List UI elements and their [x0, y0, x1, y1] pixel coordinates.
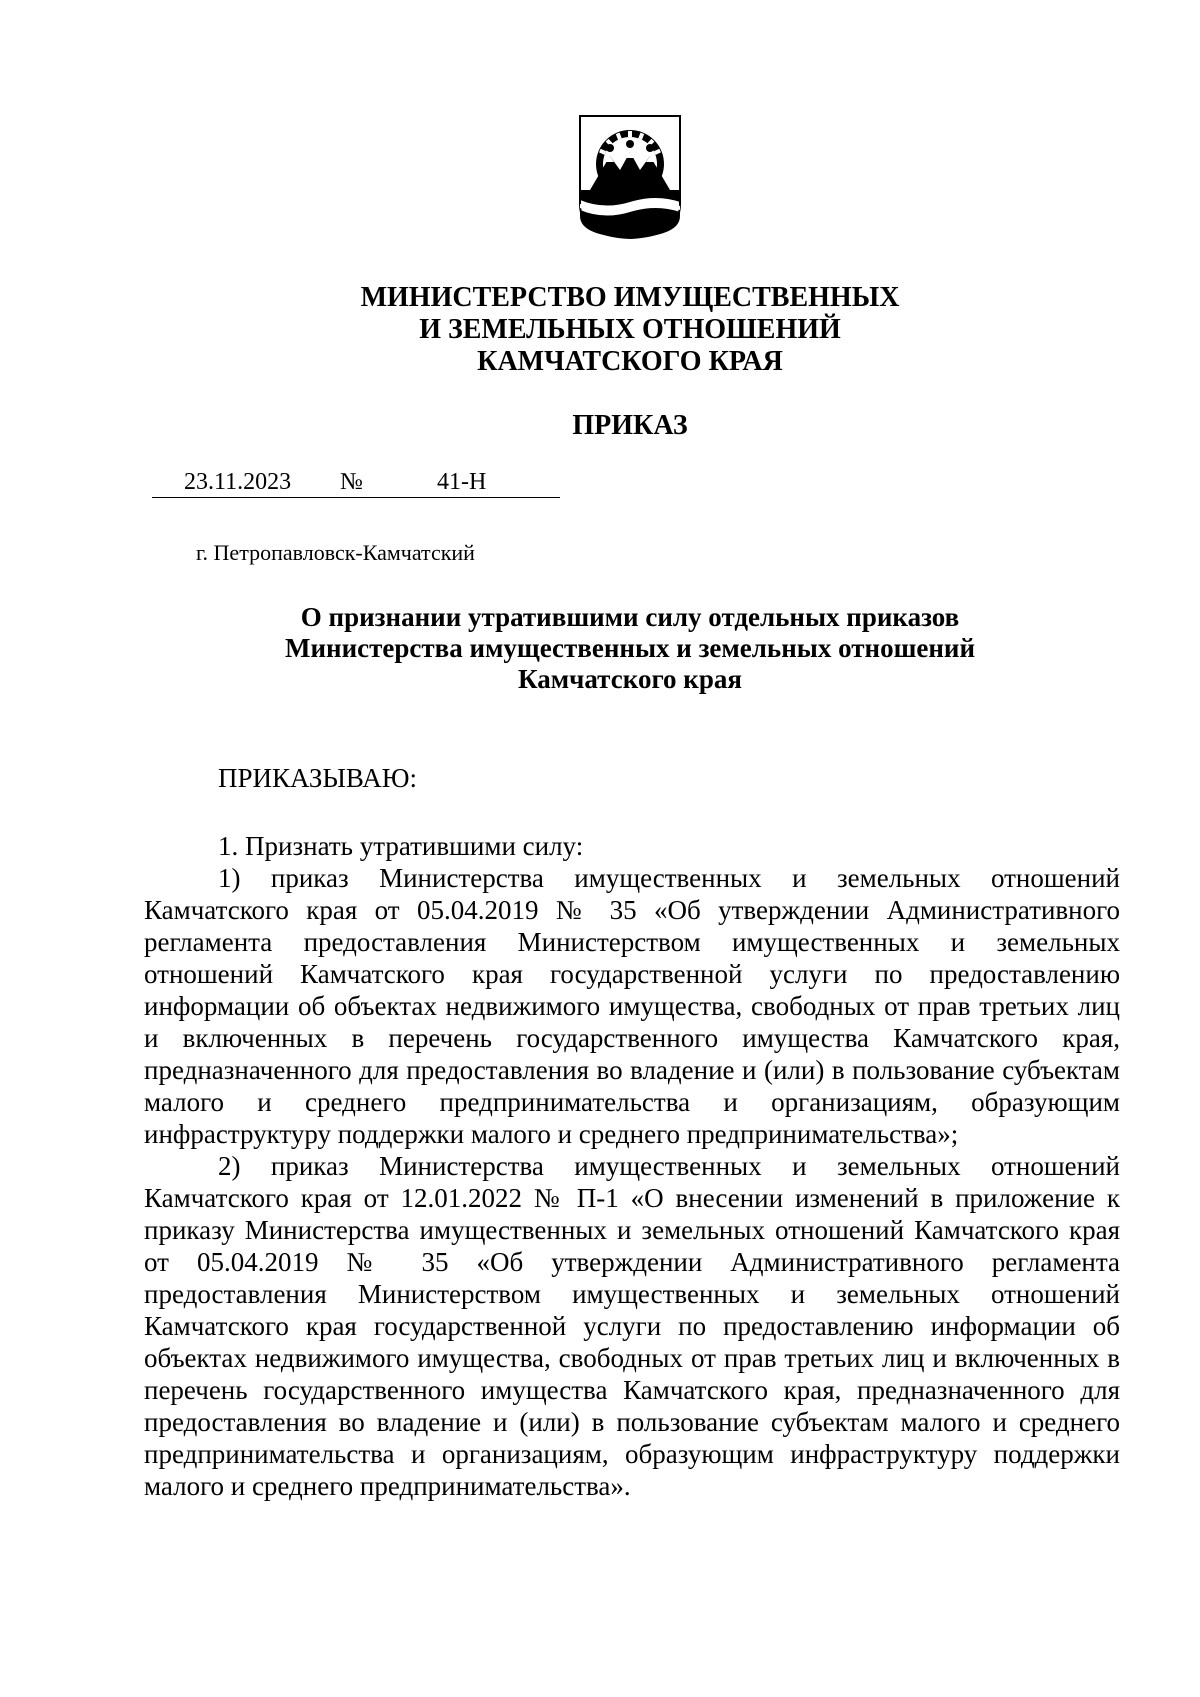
subpoint-2: 2) приказ Министерства имущественных и земельных отношений Камчатского края от 12.01.2022 № П-1 «О внесении изменений в приложение к приказу Министерства имущественных и земельных отношений Камчатского края от 05.04.2019 № 35 «Об утверждении Административного регламента предоставления Министерством имущественных и земельных отношений Камчатского края государственной услуги по предоставлению информации об объектах недвижимого имущества, свободных от прав третьих лиц и включенных в перечень государственного имущества Камчатского края, предназначенного для предоставления во владение и (или) в пользование субъектам малого и среднего предпринимательства и организациям, образующим инфраструктуру поддержки малого и среднего предпринимательства».	[144, 1151, 1120, 1501]
order-directive-word: ПРИКАЗЫВАЮ:	[218, 763, 417, 793]
order-date: 23.11.2023	[184, 469, 292, 495]
subject-line: Камчатского края	[518, 664, 742, 694]
order-subject	[230, 602, 1030, 695]
number-sign: №	[340, 469, 363, 495]
ministry-name-line: КАМЧАТСКОГО КРАЯ	[477, 346, 783, 377]
ministry-name-line: И ЗЕМЕЛЬНЫХ ОТНОШЕНИЙ	[419, 314, 841, 345]
subpoint-1: 1) приказ Министерства имущественных и земельных отношений Камчатского края от 05.04.2019 № 35 «Об утверждении Административного регламента предоставления Министерством имущественных и земельных отношений Камчатского края государственной услуги по предоставлению информации об объектах недвижимого имущества, свободных от прав третьих лиц и включенных в перечень государственного имущества Камчатского края, предназначенного для предоставления во владение и (или) в пользование субъектам малого и среднего предпринимательства и организациям, образующим инфраструктуру поддержки малого и среднего предпринимательства»;	[144, 863, 1120, 1149]
subject-line: Министерства имущественных и земельных отношений	[284, 633, 976, 663]
ministry-name-line: МИНИСТЕРСТВО ИМУЩЕСТВЕННЫХ	[360, 282, 900, 313]
order-body	[144, 830, 1120, 1502]
point-1: 1. Признать утратившими силу:	[218, 831, 584, 861]
ministry-name	[250, 282, 1010, 378]
order-number: 41-Н	[437, 469, 487, 495]
place-of-issue: г. Петропавловск-Камчатский	[196, 540, 475, 565]
document-type-title: ПРИКАЗ	[572, 410, 688, 441]
kamchatka-coat-of-arms-icon	[576, 112, 684, 240]
registration-underline	[152, 497, 560, 498]
subject-line: О признании утратившими силу отдельных приказов	[300, 602, 960, 632]
registration-line	[152, 468, 560, 500]
